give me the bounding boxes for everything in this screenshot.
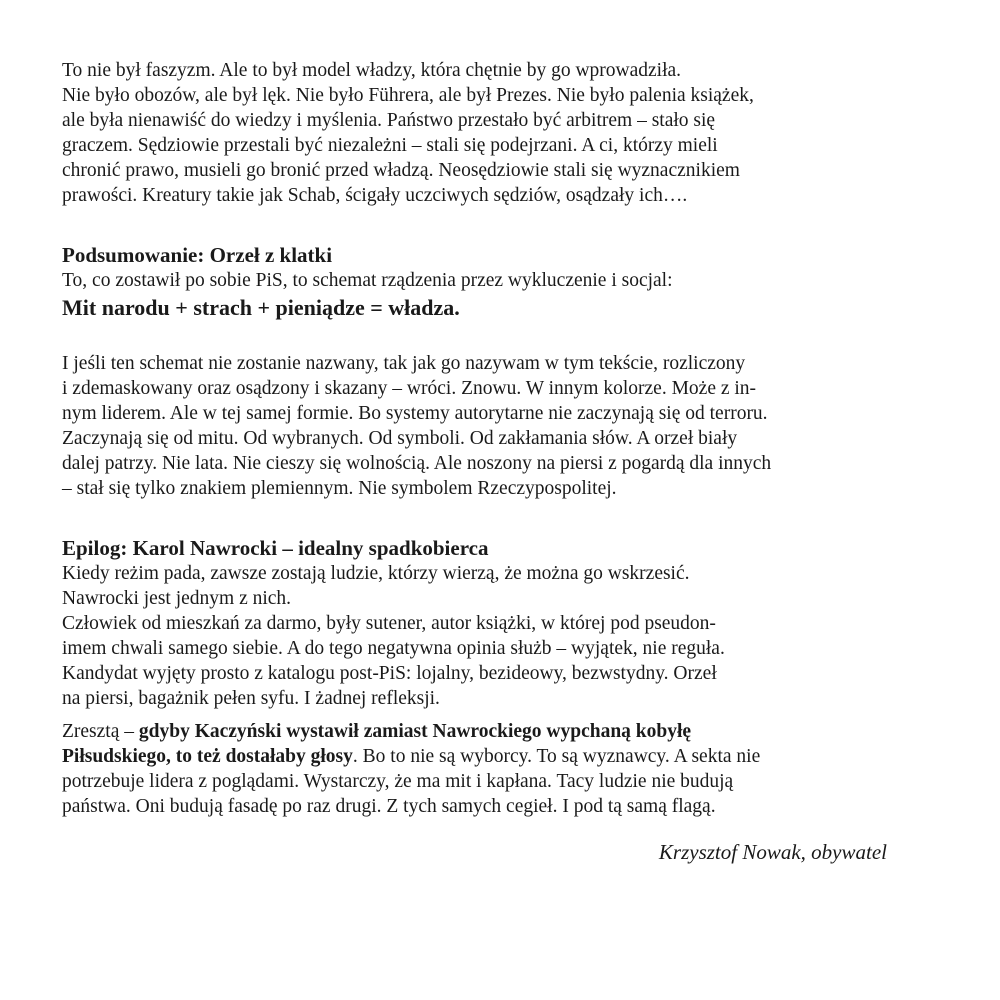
closing-rest: . Bo to nie są wyborcy. To są wyznawcy. A sekta nie	[352, 746, 761, 767]
intro-line-1: To nie był faszyzm. Ale to był model władzy, która chętnie by go wprowadziła.	[62, 60, 682, 81]
closing-line-4: państwa. Oni budują fasadę po raz drugi. Z tych samych cegieł. I pod tą samą flagą.	[62, 796, 716, 817]
intro-line-5: chronić prawo, musieli go bronić przed władzą. Neosędziowie stali się wyznacznikiem	[62, 160, 740, 181]
summary-heading: Podsumowanie: Orzeł z klatki	[62, 243, 333, 267]
closing-line-1	[62, 719, 892, 744]
summary-line-4: Zaczynają się od mitu. Od wybranych. Od symboli. Od zakłamania słów. A orzeł biały	[62, 428, 738, 449]
closing-prefix: Zresztą –	[62, 721, 139, 742]
epilog-line-6: na piersi, bagażnik pełen syfu. I żadnej refleksji.	[62, 688, 440, 709]
epilog-heading: Epilog: Karol Nawrocki – idealny spadkobierca	[62, 536, 489, 560]
closing-paragraph	[62, 719, 892, 819]
summary-formula: Mit narodu + strach + pieniądze = władza.	[62, 295, 460, 320]
intro-paragraph	[62, 58, 892, 208]
intro-line-3: ale była nienawiść do wiedzy i myślenia. Państwo przestało być arbitrem – stało się	[62, 110, 716, 131]
summary-section	[62, 242, 892, 501]
summary-line-1: I jeśli ten schemat nie zostanie nazwany, tak jak go nazywam w tym tekście, rozliczony	[62, 353, 746, 374]
epilog-line-4: imem chwali samego siebie. A do tego negatywna opinia służb – wyjątek, nie reguła.	[62, 638, 725, 659]
epilog-line-3: Człowiek od mieszkań za darmo, były sutener, autor książki, w której pod pseudon-	[62, 613, 716, 634]
epilog-line-2: Nawrocki jest jednym z nich.	[62, 588, 292, 609]
intro-line-6: prawości. Kreatury takie jak Schab, ścigały uczciwych sędziów, osądzały ich….	[62, 185, 688, 206]
epilog-line-5: Kandydat wyjęty prosto z katalogu post-PiS: lojalny, bezideowy, bezwstydny. Orzeł	[62, 663, 717, 684]
closing-bold-1: gdyby Kaczyński wystawił zamiast Nawrockiego wypchaną kobyłę	[138, 721, 692, 742]
summary-lead: To, co zostawił po sobie PiS, to schemat rządzenia przez wykluczenie i socjal:	[62, 270, 673, 291]
epilog-section	[62, 535, 892, 819]
summary-line-2: i zdemaskowany oraz osądzony i skazany – wróci. Znowu. W innym kolorze. Może z in-	[62, 378, 757, 399]
intro-line-4: graczem. Sędziowie przestali być niezależni – stali się podejrzani. A ci, którzy mieli	[62, 135, 718, 156]
intro-line-2: Nie było obozów, ale był lęk. Nie było Führera, ale był Prezes. Nie było palenia książek,	[62, 85, 754, 106]
summary-line-3: nym liderem. Ale w tej samej formie. Bo systemy autorytarne nie zaczynają się od terroru.	[62, 403, 768, 424]
closing-line-3: potrzebuje lidera z poglądami. Wystarczy, że ma mit i kapłana. Tacy ludzie nie budują	[62, 771, 734, 792]
article	[62, 58, 892, 865]
author-signature: Krzysztof Nowak, obywatel	[658, 840, 887, 864]
epilog-line-1: Kiedy reżim pada, zawsze zostają ludzie, którzy wierzą, że można go wskrzesić.	[62, 563, 690, 584]
summary-line-5: dalej patrzy. Nie lata. Nie cieszy się wolnością. Ale noszony na piersi z pogardą dla innych	[62, 453, 772, 474]
closing-bold-2: Piłsudskiego, to też dostałaby głosy	[62, 746, 353, 767]
closing-line-2	[62, 744, 892, 769]
summary-line-6: – stał się tylko znakiem plemiennym. Nie symbolem Rzeczypospolitej.	[62, 478, 617, 499]
